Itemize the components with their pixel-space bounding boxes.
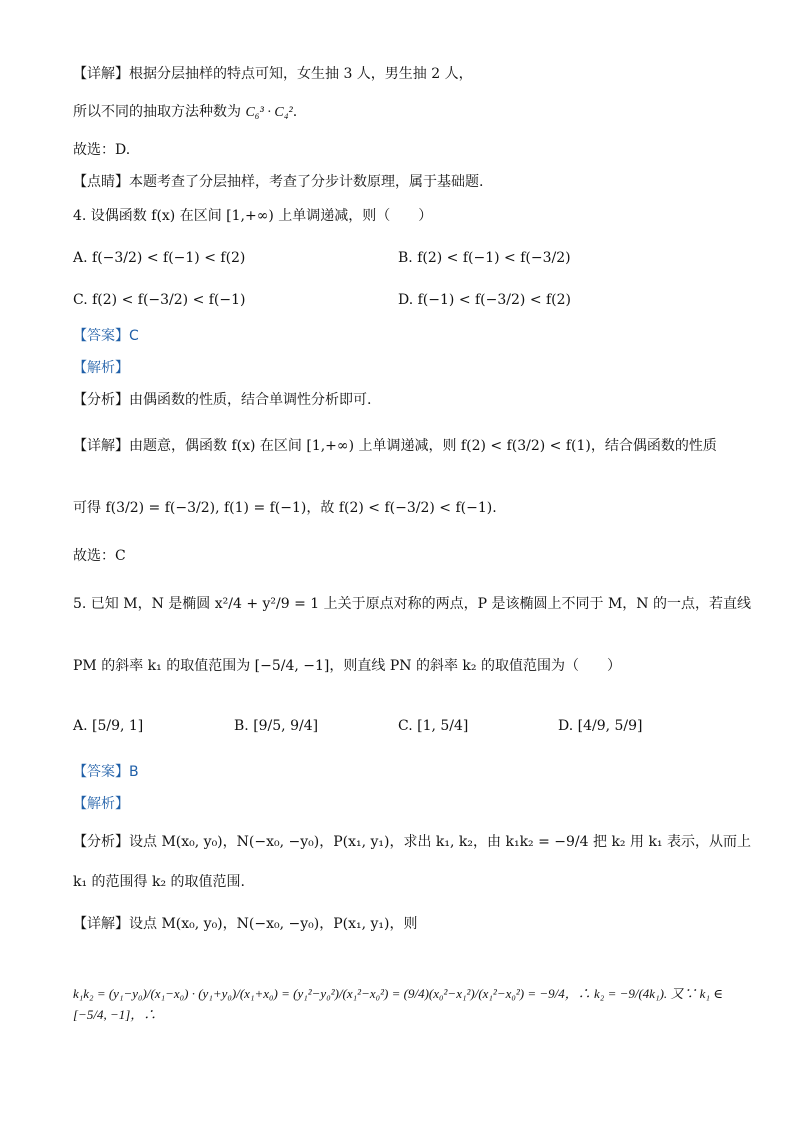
q4-answer-text: 【答案】C	[73, 328, 139, 344]
q5-analysis-1-text: 【分析】设点 M(x₀, y₀)，N(−x₀, −y₀)，P(x₁, y₁)，求出 k₁, k₂，由 k₁k₂ = −9/4 把 k₂ 用 k₁ 表示，从而上	[73, 834, 751, 850]
question-4-text: 4. 设偶函数 f(x) 在区间 [1,+∞) 上单调递减，则（ ）	[73, 208, 433, 224]
q5-answer	[73, 762, 734, 782]
q4-choose	[73, 546, 734, 566]
detail-text-2: 所以不同的抽取方法种数为	[73, 104, 246, 120]
detail-line-1	[73, 64, 734, 84]
q5-option-c	[398, 716, 468, 736]
q5-analysis-2	[73, 872, 734, 892]
q5-jiexi-text: 【解析】	[73, 796, 129, 812]
q5-detail-1-text: 【详解】设点 M(x₀, y₀)，N(−x₀, −y₀)，P(x₁, y₁)，则	[73, 916, 418, 932]
q5-option-a-text: A. [5/9, 1]	[73, 718, 144, 734]
q5-option-d	[558, 716, 643, 736]
detail-text-1: 【详解】根据分层抽样的特点可知，女生抽 3 人，男生抽 2 人，	[73, 66, 473, 82]
choose-text-3: 故选：D.	[73, 142, 131, 158]
detail-line-2: 所以不同的抽取方法种数为 C₆³ · C₄².	[73, 104, 298, 120]
q4-analysis	[73, 390, 734, 410]
q4-detail-1-text: 【详解】由题意，偶函数 f(x) 在区间 [1,+∞) 上单调递减，则 f(2) < f(3/2) < f(1)，结合偶函数的性质	[73, 438, 717, 454]
question-5-text-1: 5. 已知 M，N 是椭圆 x²/4 + y²/9 = 1 上关于原点对称的两点，P 是该椭圆上不同于 M，N 的一点，若直线	[73, 596, 751, 612]
q5-analysis-1	[73, 832, 751, 852]
q4-answer	[73, 326, 734, 346]
q4-option-d	[398, 290, 571, 310]
question-5-stem-2	[73, 656, 734, 676]
q4-choose-text: 故选：C	[73, 548, 126, 564]
q4-option-d-text: D. f(−1) < f(−3/2) < f(2)	[398, 292, 572, 308]
combination-formula: C₆³ · C₄²	[245, 105, 293, 120]
question-4-stem	[73, 206, 734, 226]
q4-jiexi	[73, 358, 734, 378]
q4-option-a	[73, 248, 245, 268]
q4-option-c	[73, 290, 246, 310]
q4-analysis-text: 【分析】由偶函数的性质，结合单调性分析即可.	[73, 392, 372, 408]
q5-answer-text: 【答案】B	[73, 764, 139, 780]
comment-line	[73, 172, 734, 192]
q4-detail-2-text: 可得 f(3/2) = f(−3/2), f(1) = f(−1)，故 f(2) < f(−3/2) < f(−1).	[73, 500, 497, 516]
q4-jiexi-text: 【解析】	[73, 360, 129, 376]
q5-formula	[73, 984, 734, 1026]
q5-option-b-text: B. [9/5, 9/4]	[234, 718, 319, 734]
q5-option-b	[234, 716, 318, 736]
q4-detail-2	[73, 498, 734, 518]
q4-option-b	[398, 248, 571, 268]
q5-detail-1	[73, 914, 734, 934]
q4-option-b-text: B. f(2) < f(−1) < f(−3/2)	[398, 250, 571, 266]
question-5-stem-1	[73, 594, 751, 614]
q4-detail-1	[73, 436, 734, 456]
q5-formula-text: k₁k₂ = (y₁−y₀)/(x₁−x₀) · (y₁+y₀)/(x₁+x₀) = (y₁²−y₀²)/(x₁²−x₀²) = (9/4)(x₀²−x₁²)/(x₁²−x₀²) = −9/4，∴ k₂ = −9/(4k₁). 又∵ k₁ ∈ [−5/4, −1]，∴	[73, 986, 723, 1022]
choose-line-3	[73, 140, 734, 160]
question-5-text-2: PM 的斜率 k₁ 的取值范围为 [−5/4, −1]，则直线 PN 的斜率 k₂ 的取值范围为（ ）	[73, 658, 621, 674]
q5-analysis-2-text: k₁ 的范围得 k₂ 的取值范围.	[73, 874, 245, 890]
comment-text: 【点睛】本题考查了分层抽样，考查了分步计数原理，属于基础题.	[73, 174, 484, 190]
q4-option-c-text: C. f(2) < f(−3/2) < f(−1)	[73, 292, 246, 308]
q5-option-c-text: C. [1, 5/4]	[398, 718, 469, 734]
q5-option-d-text: D. [4/9, 5/9]	[558, 718, 643, 734]
q5-jiexi	[73, 794, 734, 814]
q4-option-a-text: A. f(−3/2) < f(−1) < f(2)	[73, 250, 246, 266]
q5-option-a	[73, 716, 143, 736]
